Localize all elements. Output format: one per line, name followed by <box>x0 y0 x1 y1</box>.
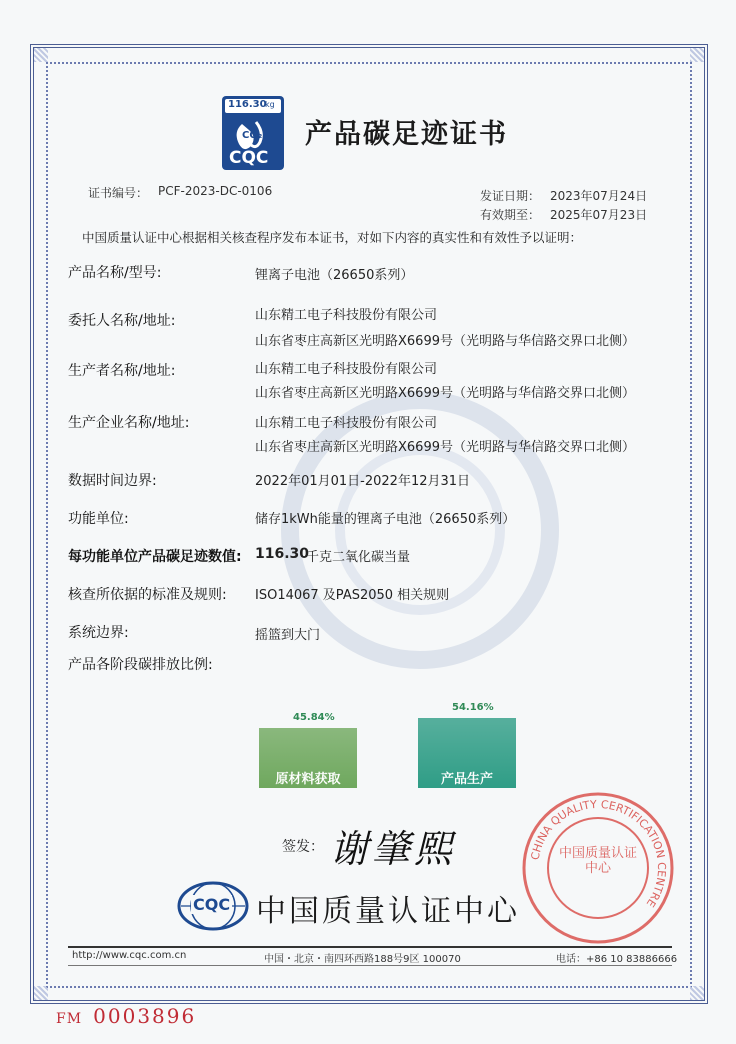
footprint-value: 116.30 <box>255 546 310 562</box>
cqc-carbon-logo <box>222 96 284 170</box>
serial-prefix: FM <box>56 1011 83 1027</box>
chart-value-label: 54.16% <box>452 701 494 713</box>
certificate-title: 产品碳足迹证书 <box>305 119 508 150</box>
period-label: 数据时间边界: <box>68 473 157 489</box>
functional-unit-label: 功能单位: <box>68 511 129 527</box>
valid-date: 2025年07月23日 <box>550 208 648 222</box>
org-name: 中国质量认证中心 <box>256 894 520 929</box>
logo-unit: kg <box>265 100 275 109</box>
corner-pattern <box>690 48 704 62</box>
logo-co2: CO₂ <box>242 130 263 141</box>
issue-date: 2023年07月24日 <box>550 189 648 203</box>
producer-name: 山东精工电子科技股份有限公司 <box>255 362 438 377</box>
period-value: 2022年01月01日-2022年12月31日 <box>255 474 471 489</box>
serial-number <box>56 1004 196 1028</box>
footer-rule <box>68 946 672 948</box>
producer-address: 山东省枣庄高新区光明路X6699号（光明路与华信路交界口北侧） <box>255 386 635 401</box>
chart-category-label: 产品生产 <box>440 772 493 787</box>
corner-pattern <box>34 986 48 1000</box>
footer-rule-bottom <box>68 965 672 966</box>
footprint-label: 每功能单位产品碳足迹数值: <box>68 549 242 565</box>
boundary-label: 系统边界: <box>68 625 129 641</box>
corner-pattern <box>690 986 704 1000</box>
signature-name: 谢肇熙 <box>330 827 457 871</box>
product-value: 锂离子电池（26650系列） <box>255 268 414 283</box>
intro-statement: 中国质量认证中心根据相关核查程序发布本证书，对如下内容的真实性和有效性予以证明： <box>82 230 583 245</box>
standard-value: ISO14067 及PAS2050 相关规则 <box>255 588 450 603</box>
factory-address: 山东省枣庄高新区光明路X6699号（光明路与华信路交界口北侧） <box>255 440 635 455</box>
chart-value-label: 45.84% <box>293 712 335 724</box>
client-name: 山东精工电子科技股份有限公司 <box>255 308 438 323</box>
cert-no: PCF-2023-DC-0106 <box>158 184 273 198</box>
logo-value: 116.30 <box>228 99 267 110</box>
chart-category-label: 原材料获取 <box>275 772 341 787</box>
producer-label: 生产者名称/地址: <box>68 363 176 379</box>
seal-ring-text: CHINA QUALITY CERTIFICATION CENTRE <box>528 797 669 910</box>
footer-address: 中国・北京・南四环西路188号9区 100070 <box>264 954 461 965</box>
issue-date-label: 发证日期： <box>480 189 541 203</box>
org-brand: CQC <box>193 895 231 914</box>
footer-url[interactable]: http://www.cqc.com.cn <box>72 950 187 961</box>
cert-no-label: 证书编号： <box>88 186 149 200</box>
standard-label: 核查所依据的标准及规则: <box>68 587 227 603</box>
boundary-value: 摇篮到大门 <box>255 628 321 643</box>
logo-brand: CQC <box>229 148 269 168</box>
client-label: 委托人名称/地址: <box>68 313 176 329</box>
footer-phone: 电话：+86 10 83886666 <box>556 954 678 965</box>
stages-label: 产品各阶段碳排放比例: <box>68 657 213 673</box>
official-seal <box>520 790 676 946</box>
corner-pattern <box>34 48 48 62</box>
cqc-org-logo <box>176 880 250 932</box>
functional-unit-value: 储存1kWh能量的锂离子电池（26650系列） <box>255 512 516 527</box>
footprint-unit: 千克二氧化碳当量 <box>306 550 411 565</box>
seal-center-text: 中国质量认证中心 <box>558 846 637 876</box>
factory-label: 生产企业名称/地址: <box>68 415 190 431</box>
factory-name: 山东精工电子科技股份有限公司 <box>255 416 438 431</box>
valid-date-label: 有效期至： <box>480 208 541 222</box>
serial-value: 0003896 <box>93 1004 197 1028</box>
client-address: 山东省枣庄高新区光明路X6699号（光明路与华信路交界口北侧） <box>255 334 635 349</box>
signature-label: 签发： <box>282 839 324 855</box>
product-label: 产品名称/型号: <box>68 265 162 281</box>
